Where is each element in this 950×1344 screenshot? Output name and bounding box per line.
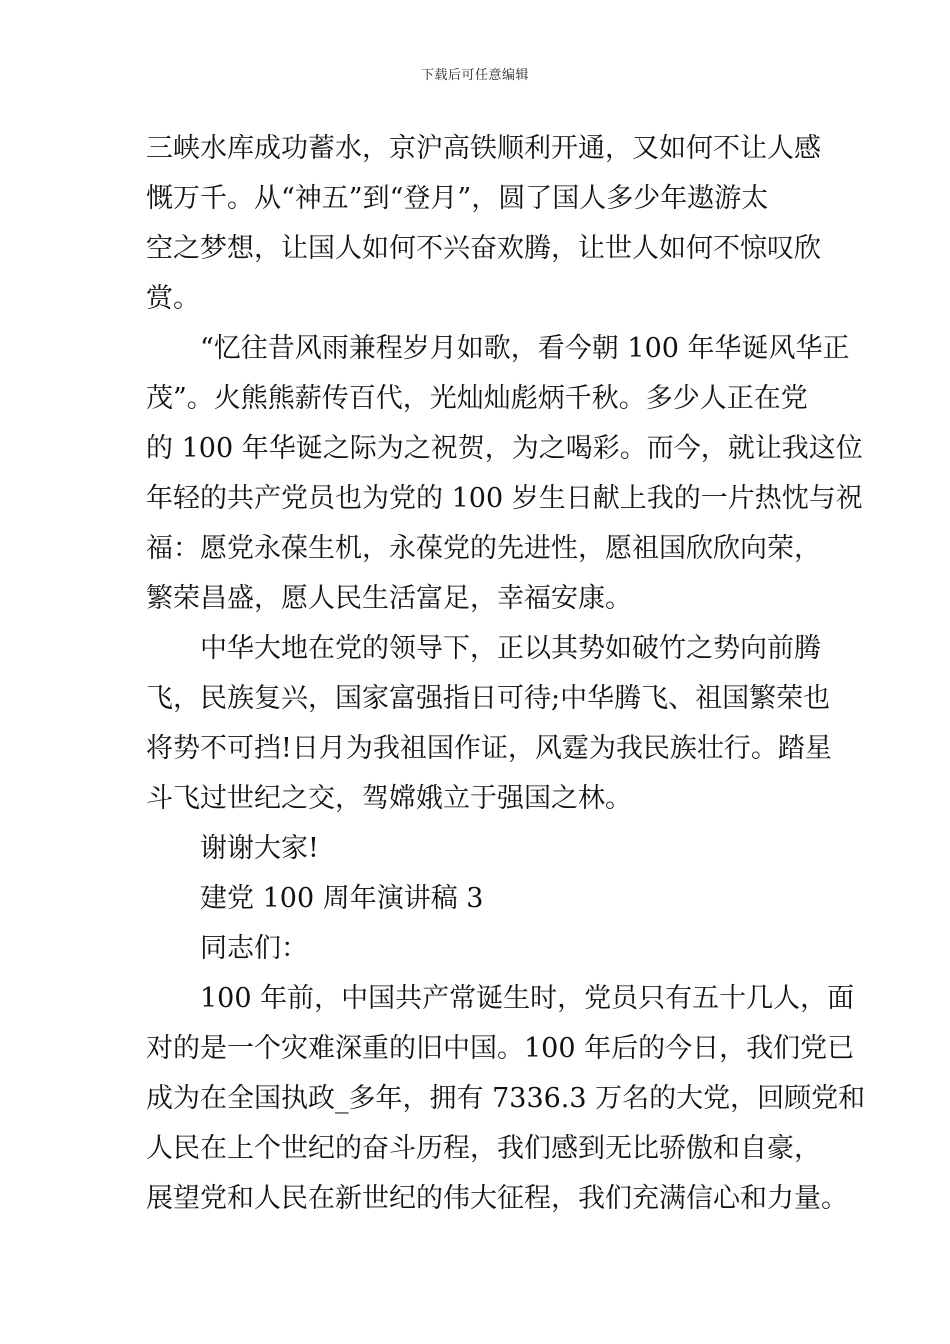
text-line: 人民在上个世纪的奋斗历程，我们感到无比骄傲和自豪， bbox=[146, 1133, 821, 1164]
text-line: 赏。 bbox=[146, 283, 200, 314]
text-line: 茂”。火熊熊薪传百代，光灿灿彪炳千秋。多少人正在党 bbox=[146, 383, 808, 414]
section-title: 建党 100 周年演讲稿 3 bbox=[200, 883, 484, 914]
text-line: 三峡水库成功蓄水，京沪高铁顺利开通，又如何不让人感 bbox=[146, 133, 821, 164]
document-body bbox=[146, 124, 866, 1224]
text-line: 斗飞过世纪之交，驾嫦娥立于强国之林。 bbox=[146, 783, 632, 814]
paragraph bbox=[146, 924, 810, 974]
text-line: 100 年前，中国共产常诞生时，党员只有五十几人，面 bbox=[200, 983, 855, 1014]
paragraph bbox=[146, 974, 866, 1224]
text-line: 对的是一个灾难深重的旧中国。100 年后的今日，我们党已 bbox=[146, 1033, 855, 1064]
text-line: 繁荣昌盛，愿人民生活富足，幸福安康。 bbox=[146, 583, 632, 614]
text-line: 的 100 年华诞之际为之祝贺，为之喝彩。而今，就让我这位 bbox=[146, 433, 863, 464]
paragraph bbox=[146, 874, 810, 924]
text-line: 中华大地在党的领导下，正以其势如破竹之势向前腾 bbox=[200, 633, 821, 664]
text-line: 将势不可挡!日月为我祖国作证，风霆为我民族壮行。踏星 bbox=[146, 733, 832, 764]
text-line: 慨万千。从“神五”到“登月”，圆了国人多少年遨游太 bbox=[146, 183, 769, 214]
text-line: 福：愿党永葆生机，永葆党的先进性，愿祖国欣欣向荣， bbox=[146, 533, 821, 564]
text-line: “忆往昔风雨兼程岁月如歌，看今朝 100 年华诞风华正 bbox=[200, 333, 850, 364]
paragraph bbox=[146, 324, 863, 624]
text-line: 谢谢大家! bbox=[200, 833, 319, 864]
text-line: 展望党和人民在新世纪的伟大征程，我们充满信心和力量。 bbox=[146, 1183, 848, 1214]
text-line: 飞，民族复兴，国家富强指日可待;中华腾飞、祖国繁荣也 bbox=[146, 683, 831, 714]
text-line: 空之梦想，让国人如何不兴奋欢腾，让世人如何不惊叹欣 bbox=[146, 233, 821, 264]
paragraph bbox=[146, 124, 821, 324]
salutation: 同志们： bbox=[200, 933, 308, 964]
paragraph bbox=[146, 824, 810, 874]
text-line: 成为在全国执政_多年，拥有 7336.3 万名的大党，回顾党和 bbox=[146, 1083, 866, 1114]
header-note: 下载后可任意编辑 bbox=[420, 68, 529, 83]
paragraph bbox=[146, 624, 832, 824]
text-line: 年轻的共产党员也为党的 100 岁生日献上我的一片热忱与祝 bbox=[146, 483, 863, 514]
